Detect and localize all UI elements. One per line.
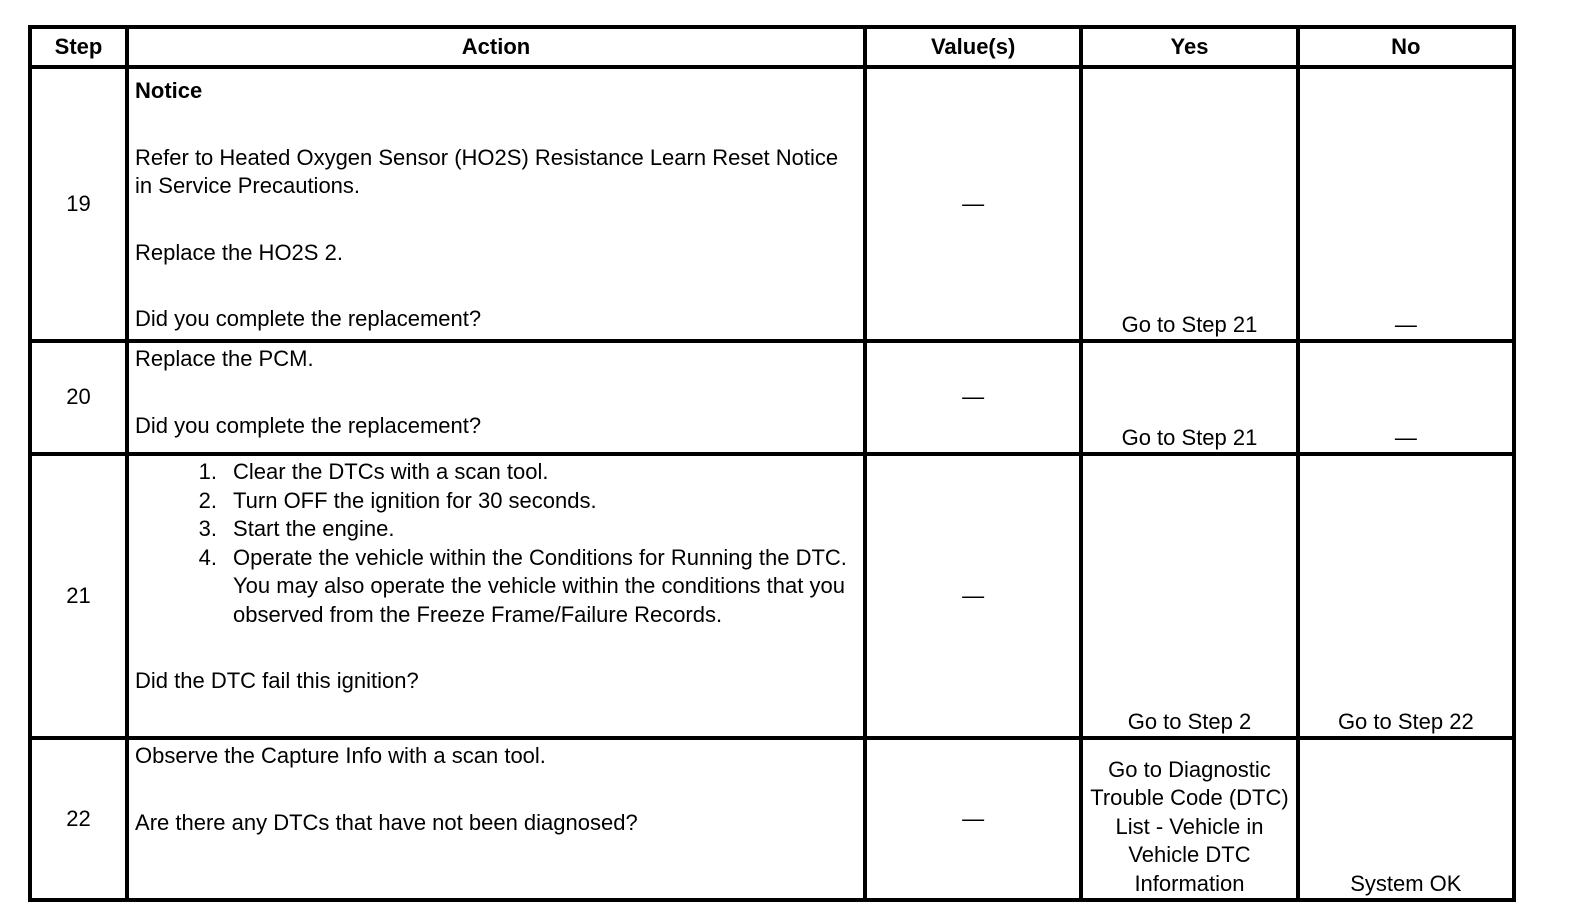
- table-row: [30, 454, 1514, 738]
- action-cell: [127, 67, 865, 341]
- no-cell: Go to Step 22: [1298, 454, 1514, 738]
- step-number: 20: [30, 341, 127, 454]
- question-text: Did you complete the replacement?: [135, 412, 482, 438]
- list-text: Start the engine.: [233, 516, 395, 541]
- list-number: 1.: [198, 459, 218, 484]
- list-item: [135, 487, 857, 516]
- instruction-text: Replace the PCM.: [135, 346, 314, 371]
- list-text: Turn OFF the ignition for 30 seconds.: [233, 487, 597, 513]
- numbered-list: [135, 458, 857, 629]
- header-values: Value(s): [865, 27, 1081, 67]
- yes-cell: Go to Diagnostic Trouble Code (DTC) List - Vehicle in Vehicle DTC Information: [1081, 738, 1297, 900]
- header-step: Step: [30, 27, 127, 67]
- yes-cell: Go to Step 21: [1081, 341, 1297, 454]
- step-number: 19: [30, 67, 127, 341]
- table-row: [30, 341, 1514, 454]
- header-yes: Yes: [1081, 27, 1297, 67]
- list-number: 4.: [198, 544, 218, 570]
- table-row: [30, 67, 1514, 341]
- no-cell: System OK: [1298, 738, 1514, 900]
- value-cell: —: [865, 341, 1081, 454]
- list-item: [135, 515, 857, 544]
- list-number: 3.: [198, 516, 218, 541]
- notice-label: Notice: [135, 78, 203, 103]
- list-text: Clear the DTCs with a scan tool.: [233, 459, 549, 484]
- value-cell: —: [865, 67, 1081, 341]
- table-row: [30, 738, 1514, 900]
- list-number: 2.: [198, 487, 218, 513]
- value-cell: —: [865, 738, 1081, 900]
- question-text: Are there any DTCs that have not been diagnosed?: [135, 809, 638, 835]
- step-number: 22: [30, 738, 127, 900]
- list-item: [135, 458, 857, 487]
- header-no: No: [1298, 27, 1514, 67]
- header-row: [30, 27, 1514, 67]
- header-action: Action: [127, 27, 865, 67]
- question-text: Did you complete the replacement?: [135, 306, 482, 331]
- action-cell: [127, 738, 865, 900]
- diagnostic-table: [28, 25, 1516, 902]
- value-cell: —: [865, 454, 1081, 738]
- instruction-text: Observe the Capture Info with a scan tool.: [135, 743, 546, 768]
- no-cell: —: [1298, 341, 1514, 454]
- yes-cell: Go to Step 2: [1081, 454, 1297, 738]
- no-cell: —: [1298, 67, 1514, 341]
- list-item: [135, 544, 857, 630]
- list-text: Operate the vehicle within the Conditions for Running the DTC. You may also operate the vehicle within the conditions that you observed from the Freeze Frame/Failure Records.: [233, 544, 847, 627]
- question-text: Did the DTC fail this ignition?: [135, 668, 419, 693]
- action-cell: [127, 341, 865, 454]
- instruction-text: Replace the HO2S 2.: [135, 239, 343, 265]
- step-number: 21: [30, 454, 127, 738]
- yes-cell: Go to Step 21: [1081, 67, 1297, 341]
- notice-text: Refer to Heated Oxygen Sensor (HO2S) Resistance Learn Reset Notice in Service Precautions.: [135, 144, 839, 198]
- action-cell: [127, 454, 865, 738]
